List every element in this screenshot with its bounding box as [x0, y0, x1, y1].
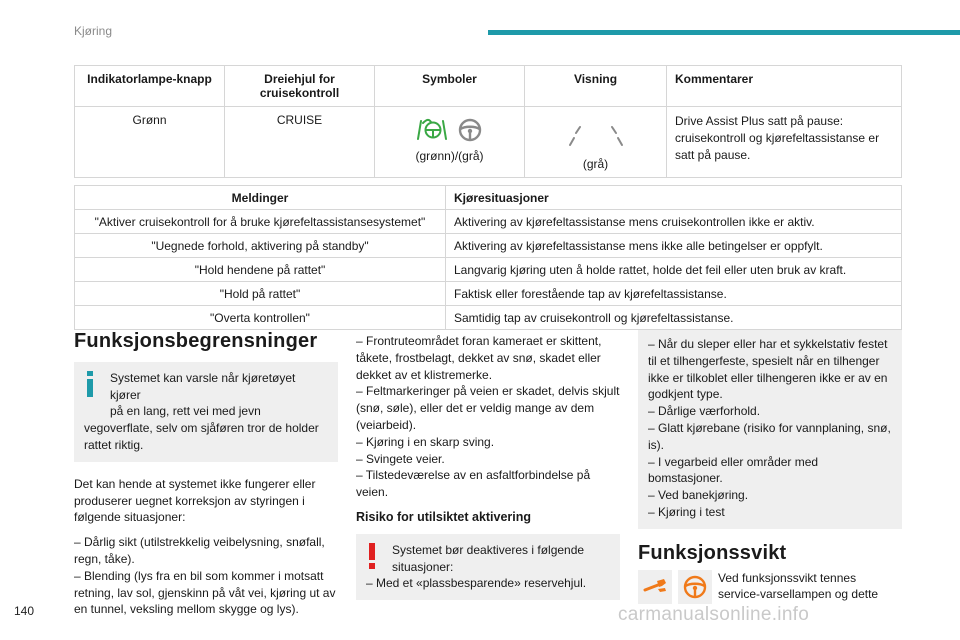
symbols-caption: (grønn)/(grå) — [415, 149, 484, 163]
table-header: Meldinger — [75, 186, 446, 210]
grey-list-block — [638, 330, 902, 529]
table-header-row — [75, 186, 902, 210]
situation-cell: Langvarig kjøring uten å holde rattet, holde det feil eller uten bruk av kraft. — [446, 258, 902, 282]
list-item: – Dårlig sikt (utilstrekkelig veibelysning, snøfall, regn, tåke). — [74, 535, 325, 566]
messages-table — [74, 185, 902, 330]
column-right — [638, 330, 902, 604]
list-item: – Svingete veier. — [356, 451, 445, 466]
situation-cell: Aktivering av kjørefeltassistanse mens ikke alle betingelser er oppfylt. — [446, 234, 902, 258]
list-item: – Kjøring i test — [648, 504, 725, 519]
page-number: 140 — [14, 604, 35, 618]
message-cell: "Hold hendene på rattet" — [75, 258, 446, 282]
warning-note-text: – Med et «plassbesparende» reservehjul. — [366, 576, 587, 591]
list-item: – Kjøring i en skarp sving. — [356, 434, 495, 449]
steering-wheel-warning-icon — [682, 574, 708, 600]
table-row — [75, 210, 902, 234]
table-header: Dreiehjul for cruisekontroll — [225, 66, 375, 107]
wrench-icon — [642, 577, 668, 597]
watermark: carmanualsonline.info — [618, 604, 810, 625]
list-item: – Glatt kjørebane (risiko for vannplaning, snø, is). — [648, 420, 891, 452]
table-header: Symboler — [375, 66, 525, 107]
comment-cell: Drive Assist Plus satt på pause: cruisekontroll og kjørefeltassistanse er satt på pause. — [667, 107, 902, 178]
situation-cell: Samtidig tap av cruisekontroll og kjørefeltassistanse. — [446, 306, 902, 330]
display-cell — [525, 107, 667, 178]
table-header-row — [75, 66, 902, 107]
table-header: Kjøresituasjoner — [446, 186, 902, 210]
table-row — [75, 258, 902, 282]
service-icon-box — [638, 570, 672, 604]
situation-cell: Faktisk eller forestående tap av kjørefeltassistanse. — [446, 282, 902, 306]
list-item: – Dårlige værforhold. — [648, 404, 761, 419]
warning-note-line2: situasjoner: — [392, 559, 454, 574]
column-middle — [356, 333, 620, 614]
info-note-line2: på en lang, rett vei med jevn — [110, 404, 261, 419]
section-heading: Funksjonsbegrensninger — [74, 330, 318, 352]
list-item: – Frontruteområdet foran kameraet er skittent, tåkete, frostbelagt, dekket av snø, skadet eller dekket av et klistremerke. — [356, 334, 602, 382]
list-item: – Ved banekjøring. — [648, 488, 749, 503]
service-icon-box — [678, 570, 712, 604]
symbols-cell — [375, 107, 525, 178]
chapter-title: Kjøring — [74, 24, 113, 38]
service-row — [638, 570, 902, 604]
paragraph: Det kan hende at systemet ikke fungerer eller produserer uegnet korreksjon av styringen i følgende situasjoner: — [74, 476, 316, 525]
message-cell: "Aktiver cruisekontroll for å bruke kjørefeltassistansesystemet" — [75, 210, 446, 234]
message-cell: "Overta kontrollen" — [75, 306, 446, 330]
warning-exclamation-icon — [366, 543, 378, 569]
display-caption: (grå) — [582, 157, 609, 171]
lane-lines-grey-icon — [556, 123, 636, 149]
table-row — [75, 282, 902, 306]
table-row — [75, 306, 902, 330]
list-item: – Blending (lys fra en bil som kommer i motsatt retning, lav sol, gjenskinn på våt vei, kjøring ut av en tunnel, veksling mellom skygge og lys). — [74, 568, 336, 617]
info-icon — [84, 371, 96, 397]
table-row — [75, 107, 902, 178]
subheading: Risiko for utilsiktet aktivering — [356, 509, 532, 524]
service-text-line1: Ved funksjonssvikt tennes — [718, 570, 857, 585]
lane-assist-steering-green-icon — [417, 117, 447, 143]
message-cell: "Hold på rattet" — [75, 282, 446, 306]
list-item: – Når du sleper eller har et sykkelstativ festet til et tilhengerfeste, spesielt når en tilhenger ikke er tilkoblet eller tilhengeren ikke er av en godkjent type. — [648, 337, 888, 402]
table-header: Indikatorlampe-knapp — [75, 66, 225, 107]
list-item: – I vegarbeid eller områder med bomstasjoner. — [648, 454, 819, 486]
indicator-table — [74, 65, 902, 178]
list-item: – Tilstedeværelse av en asfaltforbindelse på veien. — [356, 468, 591, 500]
info-note-text: vegoverflate, selv om sjåføren tror de holder rattet riktig. — [84, 421, 319, 452]
info-note-line1: Systemet kan varsle når kjøretøyet kjører — [110, 370, 296, 402]
situation-cell: Aktivering av kjørefeltassistanse mens cruisekontrollen ikke er aktiv. — [446, 210, 902, 234]
warning-note — [356, 534, 620, 600]
warning-note-line1: Systemet bør deaktiveres i følgende — [392, 542, 585, 557]
section-heading: Funksjonssvikt — [638, 541, 787, 564]
wheel-cell: CRUISE — [225, 107, 375, 178]
message-cell: "Uegnede forhold, aktivering på standby" — [75, 234, 446, 258]
table-row — [75, 234, 902, 258]
indicator-cell: Grønn — [75, 107, 225, 178]
column-left — [74, 330, 338, 618]
header-accent-bar — [488, 30, 960, 35]
list-item: – Feltmarkeringer på veien er skadet, delvis skjult (snø, søle), eller det er veldig mange av dem (veiarbeid). — [356, 384, 620, 432]
steering-wheel-grey-icon — [457, 117, 483, 143]
table-header: Visning — [525, 66, 667, 107]
table-header: Kommentarer — [667, 66, 902, 107]
info-note — [74, 362, 338, 462]
service-text-line2: service-varsellampen og dette — [718, 587, 879, 602]
